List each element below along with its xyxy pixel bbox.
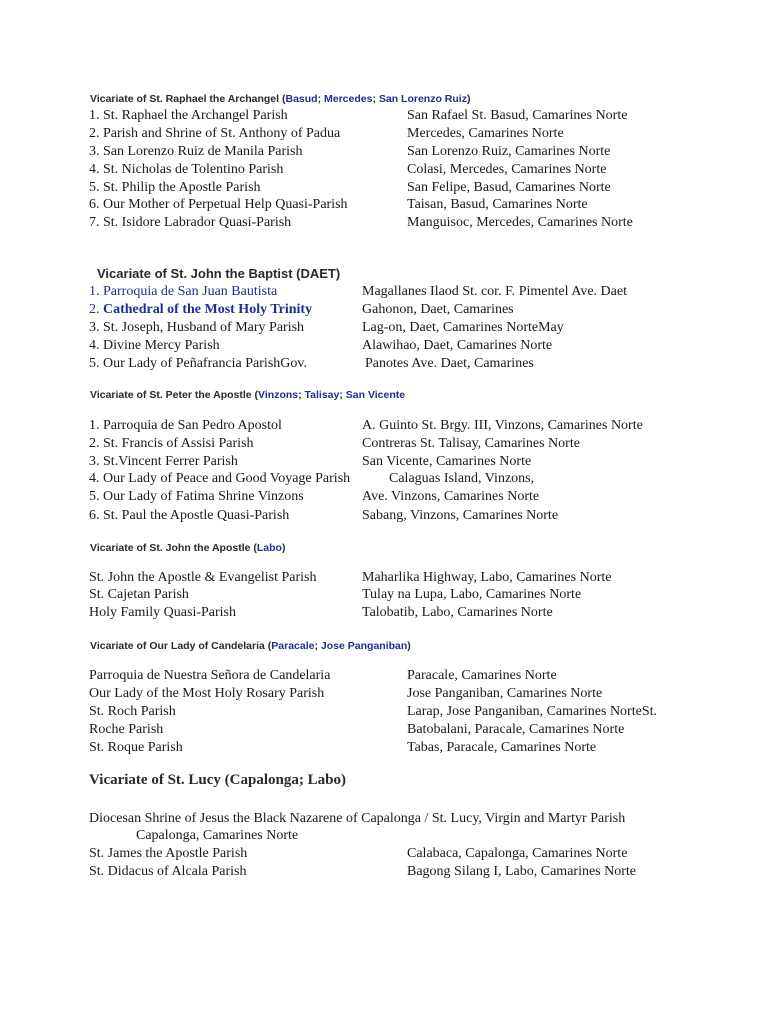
parish-row: 2. Cathedral of the Most Holy Trinity Gahonon, Daet, Camarines	[89, 302, 514, 317]
parish-address-indented: Capalonga, Camarines Norte	[136, 828, 299, 843]
parish-row-long: Diocesan Shrine of Jesus the Black Nazarene of Capalonga / St. Lucy, Virgin and Martyr Parish	[89, 811, 626, 826]
place-link[interactable]: San Lorenzo Ruiz	[378, 93, 467, 105]
vicariate-heading-st-lucy: Vicariate of St. Lucy (Capalonga; Labo)	[89, 772, 346, 788]
parish-row: 3. St. Joseph, Husband of Mary Parish Lag-on, Daet, Camarines NorteMay	[89, 320, 564, 335]
place-link[interactable]: San Vicente	[345, 389, 406, 401]
parish-row: 7. St. Isidore Labrador Quasi-Parish Manguisoc, Mercedes, Camarines Norte	[89, 215, 633, 230]
parish-row: 1. St. Raphael the Archangel Parish San Rafael St. Basud, Camarines Norte	[89, 108, 628, 123]
parish-row: 1. Parroquia de San Pedro Apostol A. Guinto St. Brgy. III, Vinzons, Camarines Norte	[89, 418, 643, 433]
parish-row: 5. St. Philip the Apostle Parish San Felipe, Basud, Camarines Norte	[89, 180, 611, 195]
parish-row: 3. San Lorenzo Ruiz de Manila Parish San Lorenzo Ruiz, Camarines Norte	[89, 144, 611, 159]
parish-link[interactable]: Cathedral of the Most Holy Trinity	[103, 302, 313, 317]
parish-row: Our Lady of the Most Holy Rosary Parish Jose Panganiban, Camarines Norte	[89, 686, 603, 701]
place-link[interactable]: Mercedes	[324, 93, 373, 105]
parish-row: St. Didacus of Alcala Parish Bagong Silang I, Labo, Camarines Norte	[89, 864, 637, 879]
parish-row: 4. Our Lady of Peace and Good Voyage Parish Calaguas Island, Vinzons,	[89, 471, 535, 486]
parish-row: Holy Family Quasi-Parish Talobatib, Labo, Camarines Norte	[89, 605, 553, 620]
parish-row: St. Cajetan Parish Tulay na Lupa, Labo, Camarines Norte	[89, 587, 582, 602]
parish-row: Roche Parish Batobalani, Paracale, Camarines Norte	[89, 722, 625, 737]
parish-row: 3. St.Vincent Ferrer Parish San Vicente, Camarines Norte	[89, 454, 532, 469]
parish-row: 6. St. Paul the Apostle Quasi-Parish Sabang, Vinzons, Camarines Norte	[89, 508, 559, 523]
place-link[interactable]: Basud	[285, 93, 318, 105]
parish-row: St. John the Apostle & Evangelist Parish Maharlika Highway, Labo, Camarines Norte	[89, 570, 612, 585]
vicariate-heading-candelaria: Vicariate of Our Lady of Candelaria (Paracale; Jose Panganiban)	[90, 640, 411, 652]
vicariate-heading-st-john-baptist: Vicariate of St. John the Baptist (DAET)	[97, 266, 341, 281]
place-link[interactable]: Labo	[256, 542, 282, 554]
parish-row: 6. Our Mother of Perpetual Help Quasi-Parish Taisan, Basud, Camarines Norte	[89, 197, 588, 212]
place-link[interactable]: Talisay	[304, 389, 340, 401]
parish-row: Parroquia de Nuestra Señora de Candelaria Paracale, Camarines Norte	[89, 668, 557, 683]
parish-row: St. Roque Parish Tabas, Paracale, Camarines Norte	[89, 740, 597, 755]
parish-row: St. Roch Parish Larap, Jose Panganiban, Camarines NorteSt.	[89, 704, 657, 719]
place-link[interactable]: Jose Panganiban	[320, 640, 408, 652]
parish-row: 1. Parroquia de San Juan Bautista Magallanes Ilaod St. cor. F. Pimentel Ave. Daet	[89, 284, 627, 299]
parish-row: 5. Our Lady of Peñafrancia ParishGov. Panotes Ave. Daet, Camarines	[89, 356, 534, 371]
parish-row: 4. St. Nicholas de Tolentino Parish Colasi, Mercedes, Camarines Norte	[89, 162, 607, 177]
parish-row: 5. Our Lady of Fatima Shrine Vinzons Ave. Vinzons, Camarines Norte	[89, 489, 540, 504]
parish-row: 2. Parish and Shrine of St. Anthony of Padua Mercedes, Camarines Norte	[89, 126, 564, 141]
vicariate-heading-st-john-apostle: Vicariate of St. John the Apostle (Labo)	[90, 542, 286, 554]
parish-row: 4. Divine Mercy Parish Alawihao, Daet, Camarines Norte	[89, 338, 553, 353]
vicariate-heading-st-peter: Vicariate of St. Peter the Apostle (Vinzons; Talisay; San Vicente	[90, 389, 406, 401]
parish-row: St. James the Apostle Parish Calabaca, Capalonga, Camarines Norte	[89, 846, 628, 861]
parish-link[interactable]: Parroquia de San Juan Bautista	[103, 284, 278, 299]
place-link[interactable]: Vinzons	[258, 389, 299, 401]
vicariate-heading-st-raphael: Vicariate of St. Raphael the Archangel (Basud; Mercedes; San Lorenzo Ruiz)	[90, 93, 471, 105]
parish-row: 2. St. Francis of Assisi Parish Contreras St. Talisay, Camarines Norte	[89, 436, 580, 451]
place-link[interactable]: Paracale	[271, 640, 315, 652]
